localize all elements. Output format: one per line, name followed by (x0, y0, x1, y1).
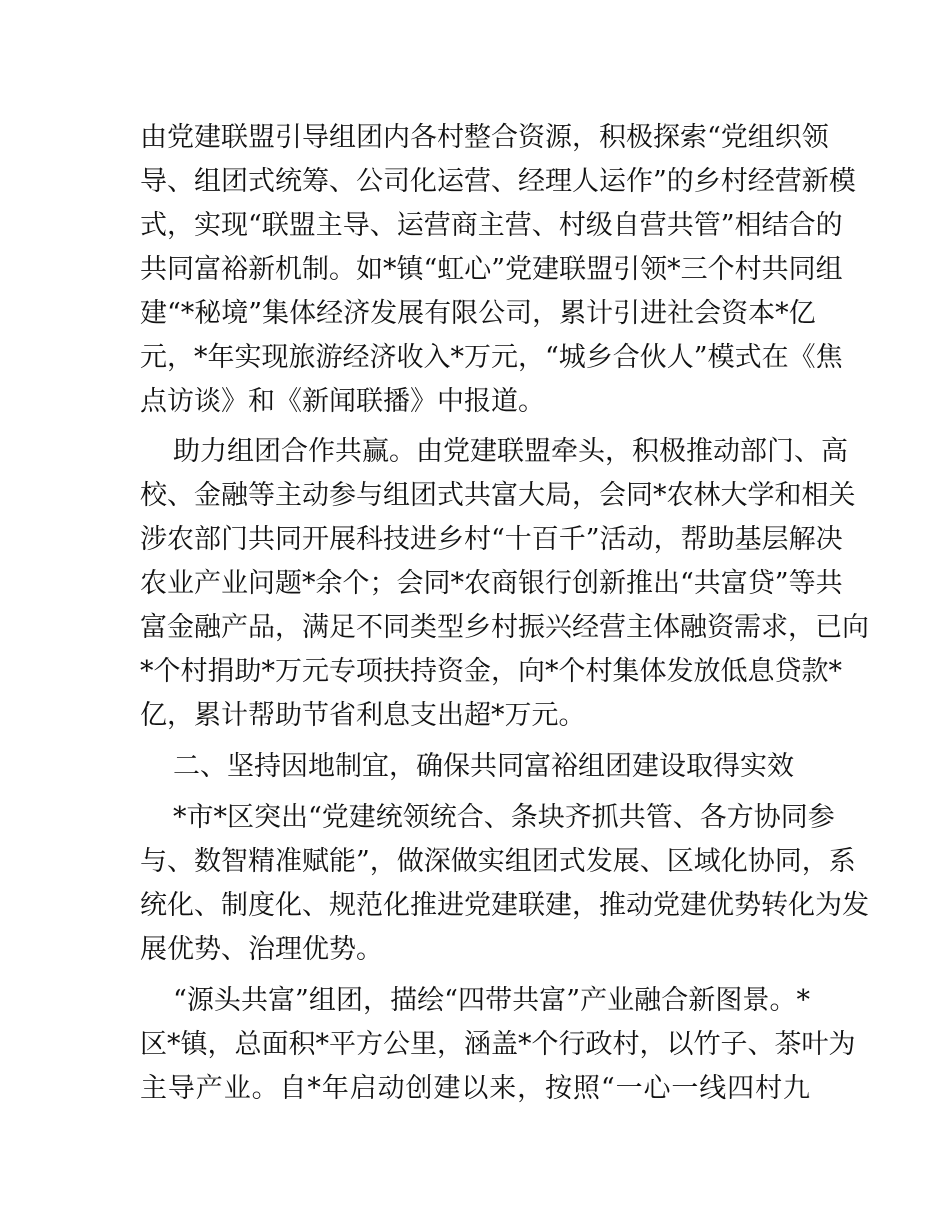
body-text-line: 富金融产品，满足不同类型乡村振兴经营主体融资需求，已向 (140, 612, 869, 643)
body-text-line: 导、组团式统筹、公司化运营、经理人运作”的乡村经营新模 (140, 166, 856, 197)
body-text-line: 共同富裕新机制。如*镇“虹心”党建联盟引领*三个村共同组 (140, 254, 843, 285)
body-text-line: *个村捐助*万元专项扶持资金，向*个村集体发放低息贷款* (140, 656, 842, 687)
body-text-line: 元，*年实现旅游经济收入*万元，“城乡合伙人”模式在《焦 (140, 342, 843, 373)
body-text-line: 亿，累计帮助节省利息支出超*万元。 (140, 700, 586, 731)
body-text-line: 统化、制度化、规范化推进党建联建，推动党建优势转化为发 (140, 890, 869, 921)
paragraph-first-line: 助力组团合作共赢。由党建联盟牵头，积极推动部门、高 (173, 436, 848, 467)
paragraph-first-line: *市*区突出“党建统领统合、条块齐抓共管、各方协同参 (173, 802, 835, 833)
body-text-line: 与、数智精准赋能”，做深做实组团式发展、区域化协同，系 (140, 846, 856, 877)
body-text-line: 校、金融等主动参与组团式共富大局，会同*农林大学和相关 (140, 480, 856, 511)
section-heading: 二、坚持因地制宜，确保共同富裕组团建设取得实效 (173, 751, 794, 782)
body-text-line: 农业产业问题*余个；会同*农商银行创新推出“共富贷”等共 (140, 568, 843, 599)
body-text-line: 由党建联盟引导组团内各村整合资源，积极探索“党组织领 (140, 122, 829, 153)
body-text-line: 主导产业。自*年启动创建以来，按照“一心一线四村九 (140, 1073, 810, 1104)
body-text-line: 建“*秘境”集体经济发展有限公司，累计引进社会资本*亿 (140, 298, 816, 329)
body-text-line: 涉农部门共同开展科技进乡村“十百千”活动，帮助基层解决 (140, 524, 843, 555)
body-text-line: 区*镇，总面积*平方公里，涵盖*个行政村，以竹子、茶叶为 (140, 1029, 856, 1060)
paragraph-first-line: “源头共富”组团，描绘“四带共富”产业融合新图景。* (173, 985, 810, 1016)
body-text-line: 展优势、治理优势。 (140, 934, 383, 965)
body-text-line: 点访谈》和《新闻联播》中报道。 (140, 386, 545, 417)
body-text-line: 式，实现“联盟主导、运营商主营、村级自营共管”相结合的 (140, 210, 843, 241)
